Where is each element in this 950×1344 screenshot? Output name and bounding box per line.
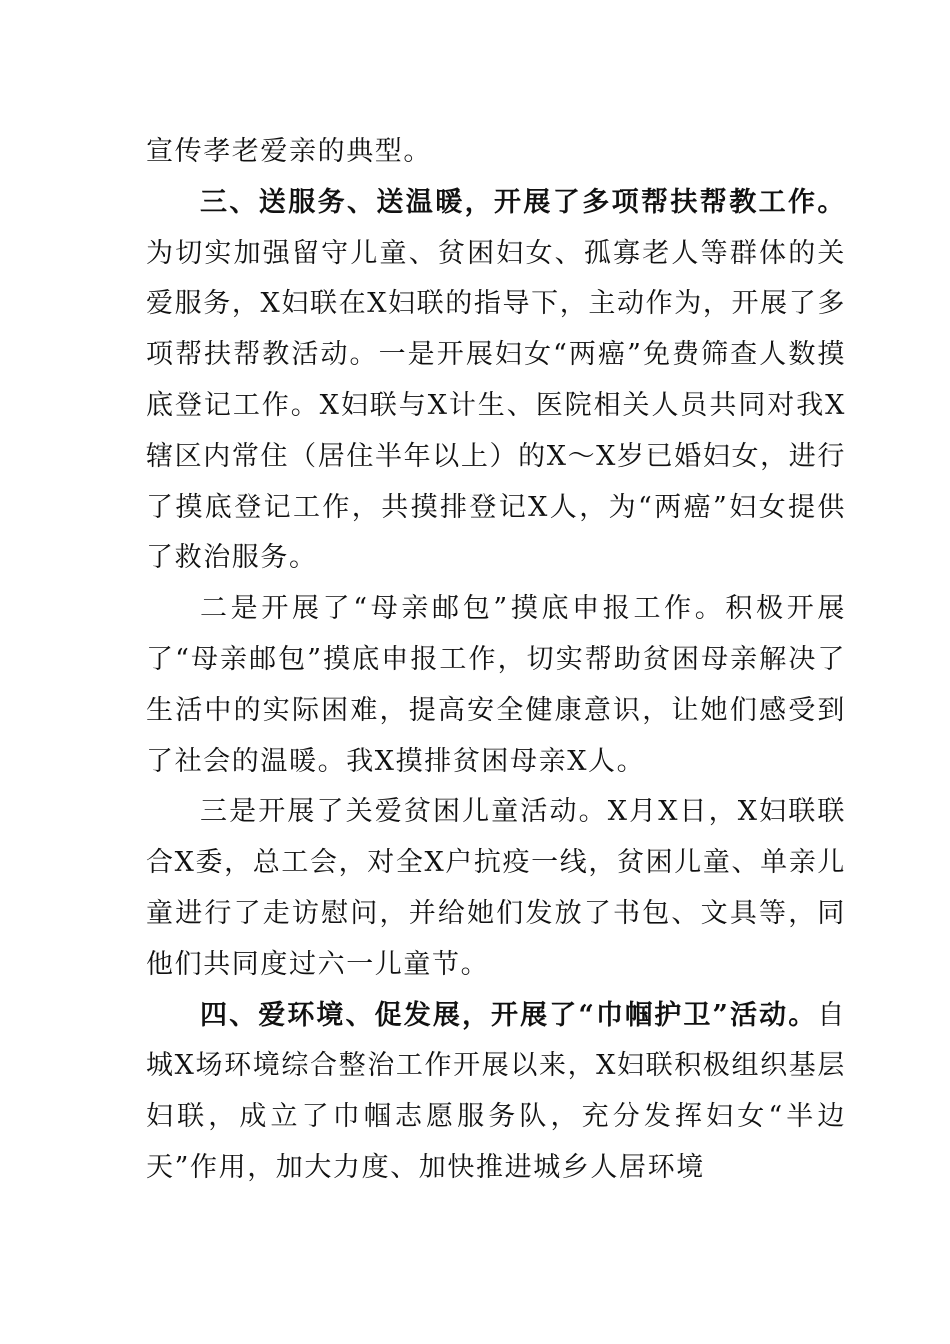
paragraph-continuation <box>146 127 846 178</box>
section-heading: 三、送服务、送温暖，开展了多项帮扶帮教工作。 <box>200 186 846 218</box>
paragraph-section-three <box>146 178 846 584</box>
paragraph-item-three <box>146 787 846 990</box>
paragraph-text: 三是开展了关爱贫困儿童活动。X月X日，X妇联联合X委，总工会，对全X户抗疫一线，贫困儿童、单亲儿童进行了走访慰问，并给她们发放了书包、文具等，同他们共同度过六一儿童节。 <box>146 796 846 980</box>
paragraph-text: 自城X场环境综合整治工作开展以来，X妇联积极组织基层妇联，成立了巾帼志愿服务队，充分发挥妇女“半边天”作用，加大力度、加快推进城乡人居环境 <box>146 999 846 1183</box>
paragraph-item-two <box>146 584 846 787</box>
section-heading: 四、爱环境、促发展，开展了“巾帼护卫”活动。 <box>200 999 818 1031</box>
paragraph-text: 宣传孝老爱亲的典型。 <box>146 136 432 167</box>
paragraph-section-four <box>146 991 846 1194</box>
document-body <box>146 127 846 1194</box>
paragraph-text: 为切实加强留守儿童、贫困妇女、孤寡老人等群体的关爱服务，X妇联在X妇联的指导下，主动作为，开展了多项帮扶帮教活动。一是开展妇女“两癌”免费筛查人数摸底登记工作。X妇联与X计生、医院相关人员共同对我X辖区内常住（居住半年以上）的X～X岁已婚妇女，进行了摸底登记工作，共摸排登记X人，为“两癌”妇女提供了救治服务。 <box>146 237 846 574</box>
paragraph-text: 二是开展了“母亲邮包”摸底申报工作。积极开展了“母亲邮包”摸底申报工作，切实帮助贫困母亲解决了生活中的实际困难，提高安全健康意识，让她们感受到了社会的温暖。我X摸排贫困母亲X人。 <box>146 593 846 777</box>
